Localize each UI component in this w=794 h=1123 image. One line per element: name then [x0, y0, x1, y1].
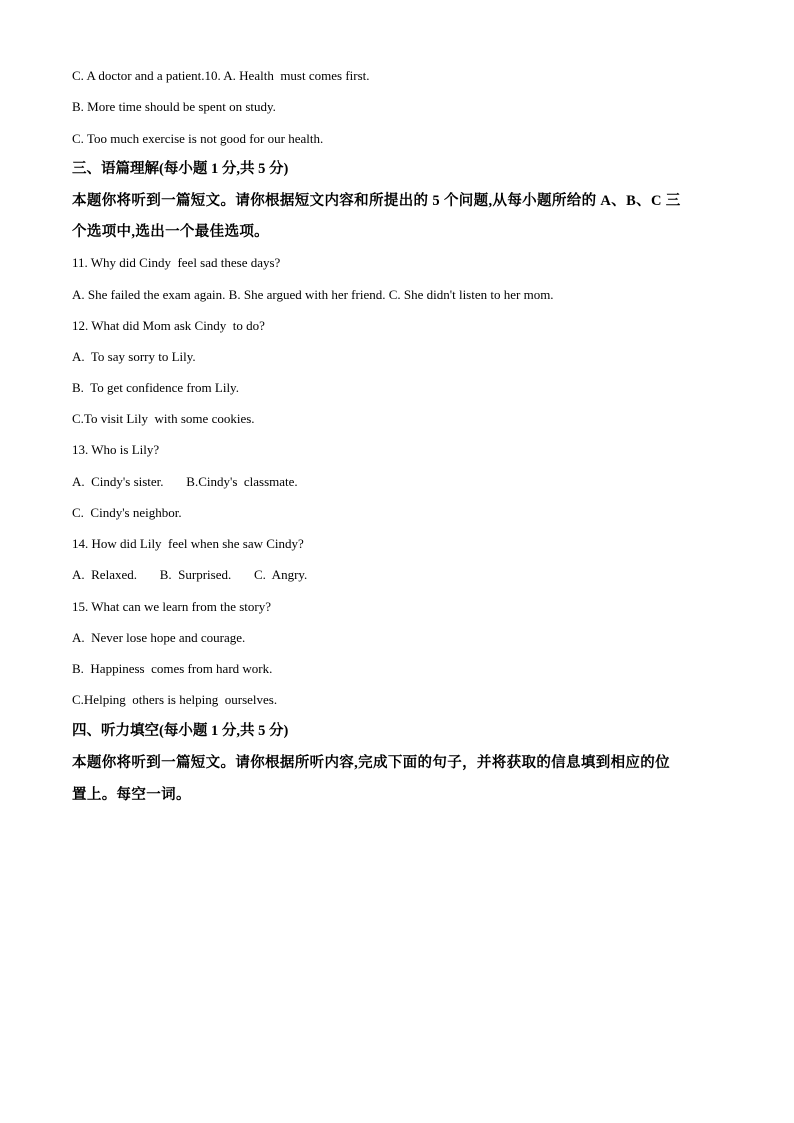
section4-instruction-line1: 本题你将听到一篇短文。请你根据所听内容,完成下面的句子，并将获取的信息填到相应的位 — [72, 755, 670, 771]
question-13-options-ab: A. Cindy's sister. B.Cindy's classmate. — [72, 474, 298, 489]
section4-heading: 四、听力填空(每小题 1 分,共 5 分) — [72, 723, 289, 739]
question-15-option-c: C.Helping others is helping ourselves. — [72, 692, 278, 707]
section3-instruction-line1: 本题你将听到一篇短文。请你根据短文内容和所提出的 5 个问题,从每小题所给的 A、B、C 三 — [72, 193, 681, 209]
question-15: 15. What can we learn from the story? — [72, 599, 272, 614]
question-11: 11. Why did Cindy feel sad these days? — [72, 255, 281, 270]
q9-option-c-q10-option-a: C. A doctor and a patient.10. A. Health must comes first. — [72, 68, 370, 83]
question-14: 14. How did Lily feel when she saw Cindy? — [72, 536, 304, 551]
question-14-options: A. Relaxed. B. Surprised. C. Angry. — [72, 567, 308, 582]
question-11-options: A. She failed the exam again. B. She argued with her friend. C. She didn't listen to her mom. — [72, 287, 554, 302]
question-12-option-b: B. To get confidence from Lily. — [72, 380, 239, 395]
question-15-option-a: A. Never lose hope and courage. — [72, 630, 246, 645]
q10-option-c: C. Too much exercise is not good for our health. — [72, 131, 324, 146]
question-13: 13. Who is Lily? — [72, 442, 160, 457]
question-13-option-c: C. Cindy's neighbor. — [72, 505, 182, 520]
question-12: 12. What did Mom ask Cindy to do? — [72, 318, 265, 333]
question-12-option-a: A. To say sorry to Lily. — [72, 349, 196, 364]
question-12-option-c: C.To visit Lily with some cookies. — [72, 411, 255, 426]
section3-heading: 三、语篇理解(每小题 1 分,共 5 分) — [72, 161, 289, 177]
question-15-option-b: B. Happiness comes from hard work. — [72, 661, 273, 676]
section4-instruction-line2: 置上。每空一词。 — [72, 787, 191, 803]
q10-option-b: B. More time should be spent on study. — [72, 99, 276, 114]
section3-instruction-line2: 个选项中,选出一个最佳选项。 — [72, 224, 270, 240]
